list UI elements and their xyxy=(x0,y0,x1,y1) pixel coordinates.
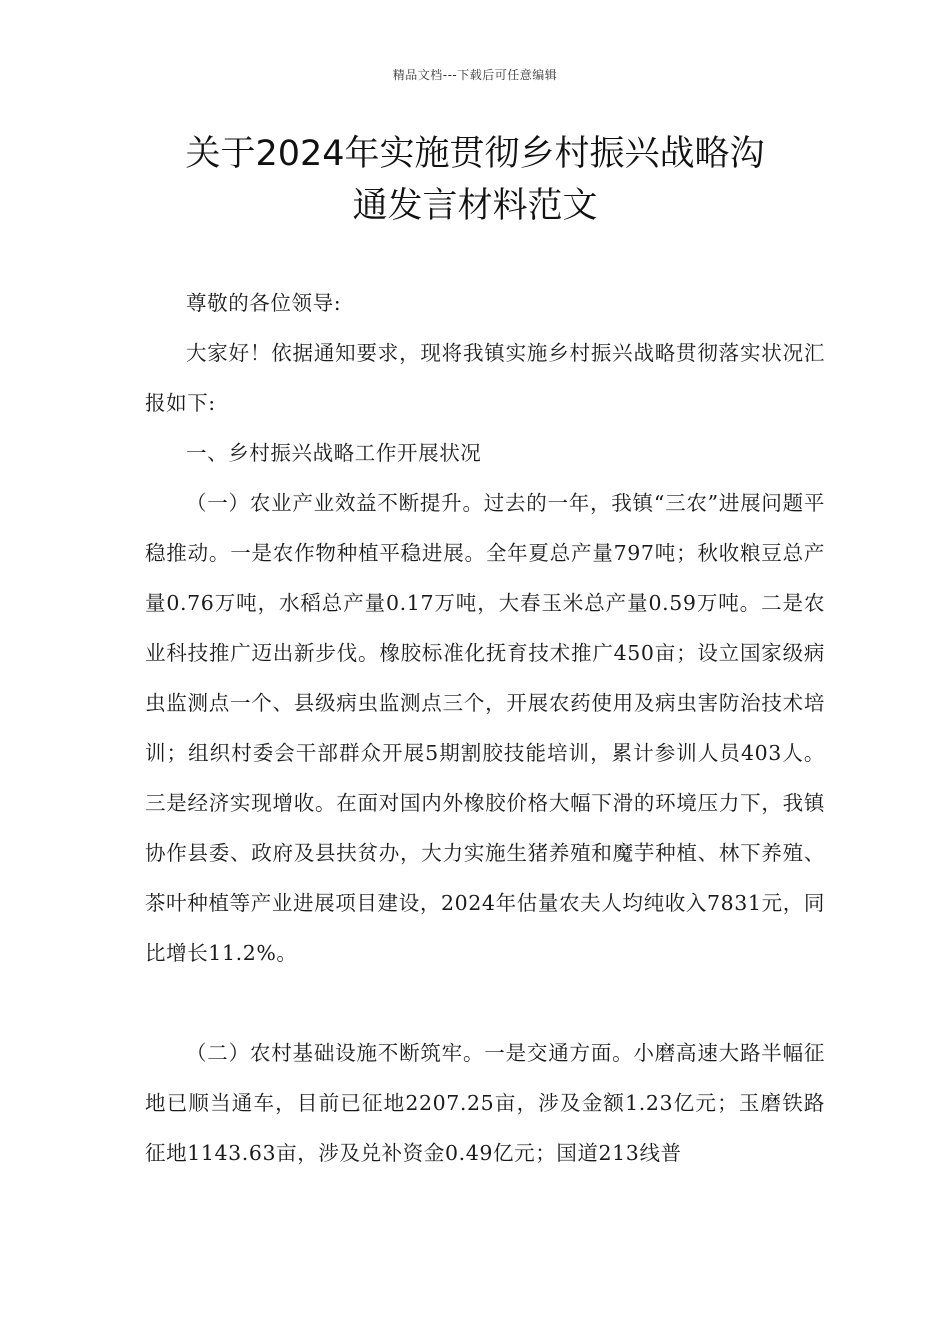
paragraph-agriculture: （一）农业产业效益不断提升。过去的一年，我镇“三农”进展问题平稳推动。一是农作物种植平稳进展。全年夏总产量797吨；秋收粮豆总产量0.76万吨，水稻总产量0.17万吨，大春玉米总产量0.59万吨。二是农业科技推广迈出新步伐。橡胶标准化抚育技术推广450亩；设立国家级病虫监测点一个、县级病虫监测点三个，开展农药使用及病虫害防治技术培训；组织村委会干部群众开展5期割胶技能培训，累计参训人员403人。三是经济实现增收。在面对国内外橡胶价格大幅下滑的环境压力下，我镇协作县委、政府及县扶贫办，大力实施生猪养殖和魔芋种植、林下养殖、茶叶种植等产业进展项目建设，2024年估量农夫人均纯收入7831元，同比增长11.2%。 xyxy=(145,491,825,965)
header-note: 精品文档---下载后可任意编辑 xyxy=(392,68,558,82)
title-line-1: 关于2024年实施贯彻乡村振兴战略沟 xyxy=(185,134,765,174)
document-body xyxy=(145,278,825,1178)
document-title xyxy=(130,128,820,232)
paragraph-infrastructure: （二）农村基础设施不断筑牢。一是交通方面。小磨高速大路半幅征地已顺当通车，目前已征地2207.25亩，涉及金额1.23亿元；玉磨铁路征地1143.63亩，涉及兑补资金0.49亿元；国道213线普 xyxy=(145,1041,825,1165)
title-line-2: 通发言材料范文 xyxy=(352,186,598,226)
salutation: 尊敬的各位领导: xyxy=(186,291,342,315)
section-heading: 一、乡村振兴战略工作开展状况 xyxy=(186,441,482,465)
greeting-paragraph: 大家好！依据通知要求，现将我镇实施乡村振兴战略贯彻落实状况汇报如下: xyxy=(145,341,825,415)
